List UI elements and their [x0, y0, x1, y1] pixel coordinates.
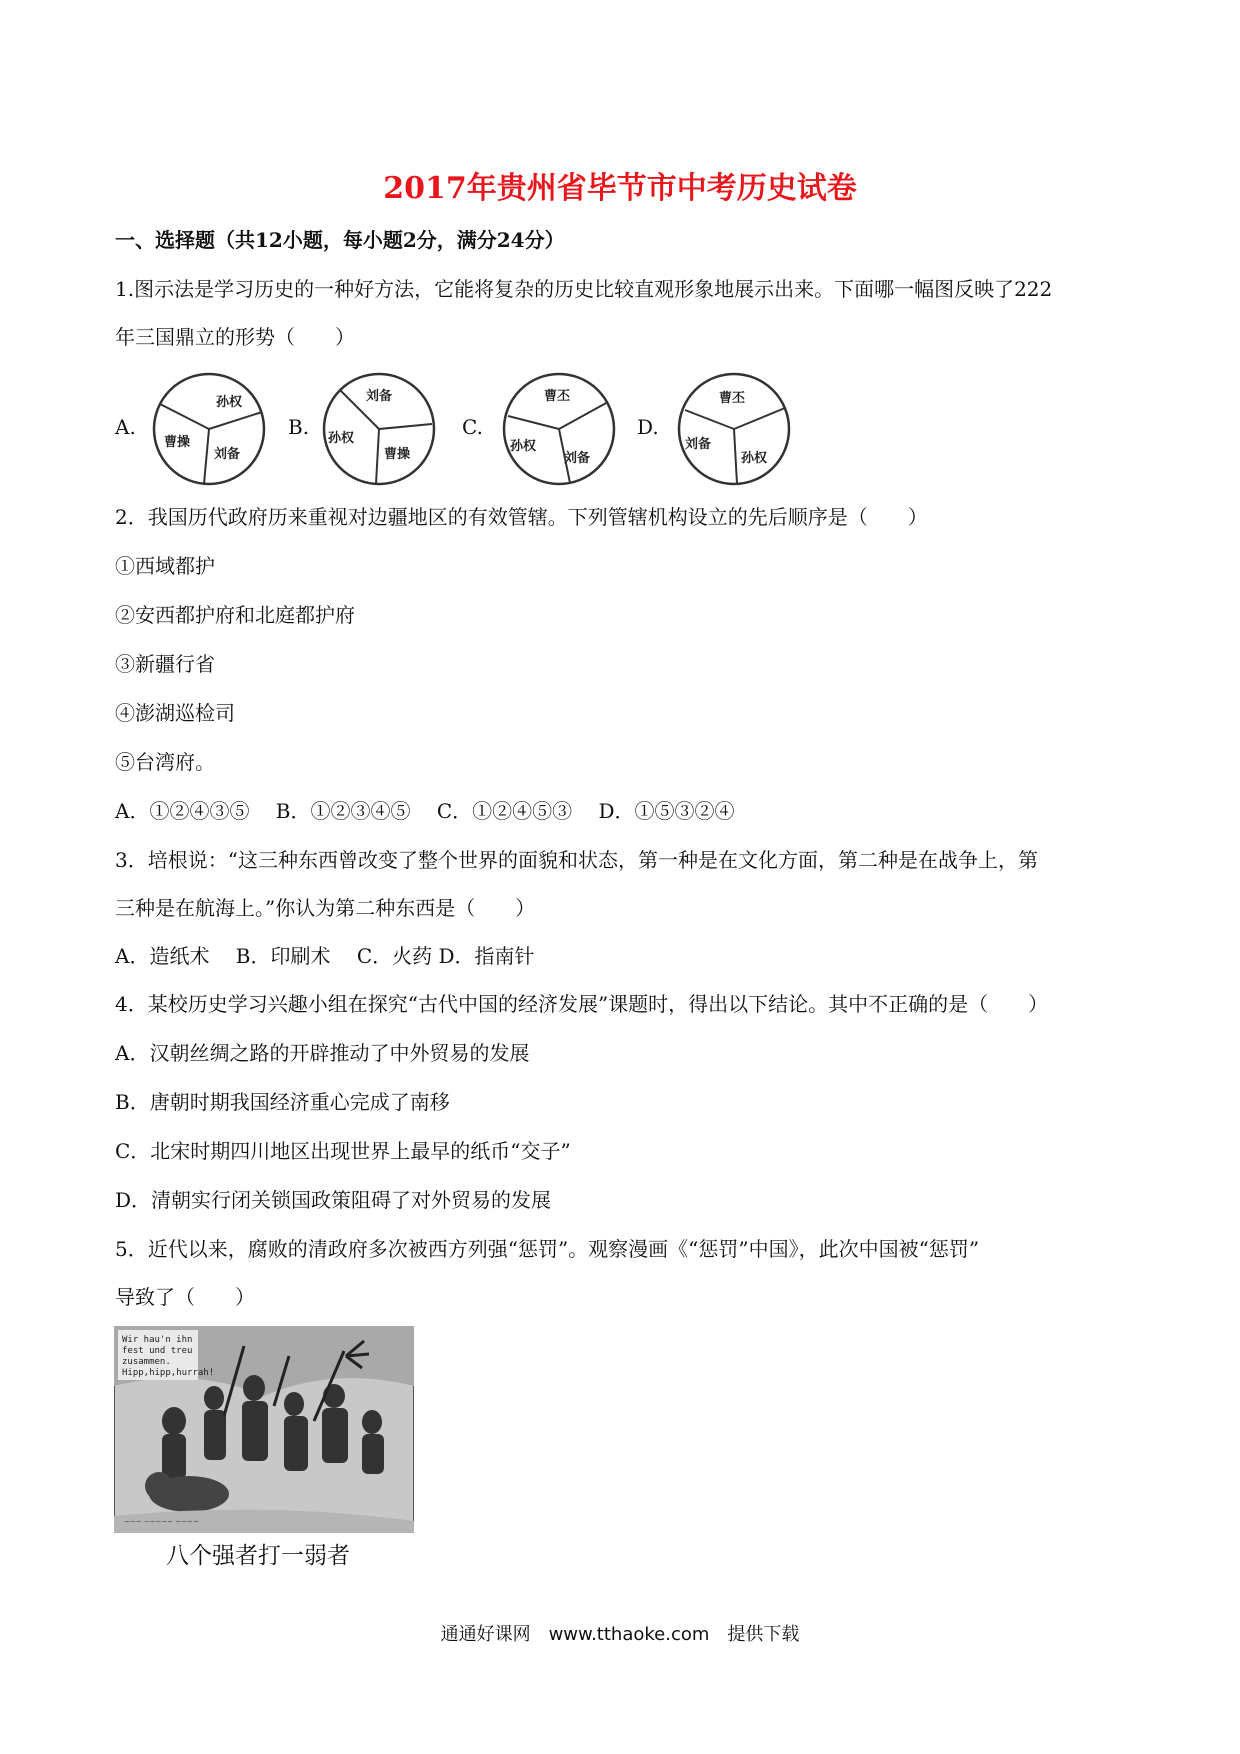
- q1-option-c-diagram: [500, 370, 618, 488]
- punishment-cartoon-image: [114, 1326, 414, 1533]
- q1c-right-label: 刘备: [564, 451, 591, 466]
- question-4-option: D．清朝实行闭关锁国政策阻碍了对外贸易的发展: [115, 1188, 552, 1212]
- section-heading: 一、选择题（共12小题，每小题2分，满分24分）: [115, 228, 565, 252]
- q1d-top-label: 曹丕: [719, 391, 746, 406]
- q1-option-d-label: D.: [637, 415, 659, 439]
- q1a-left-label: 曹操: [164, 435, 191, 450]
- question-2-options: A．①②④③⑤ B．①②③④⑤ C．①②④⑤③ D．①⑤③②④: [115, 799, 735, 823]
- q1c-left-label: 孙权: [510, 439, 537, 454]
- question-2-item: ④澎湖巡检司: [115, 701, 235, 725]
- cartoon-caption: 八个强者打一弱者: [166, 1543, 350, 1569]
- question-3-line-2: 三种是在航海上。”你认为第二种东西是（ ）: [115, 896, 536, 920]
- question-3-line-1: 3．培根说：“这三种东西曾改变了整个世界的面貌和状态，第一种是在文化方面，第二种是在战争上，第: [115, 848, 1038, 872]
- q1-option-b-label: B.: [288, 415, 310, 439]
- q1d-left-label: 刘备: [685, 437, 712, 452]
- q1c-top-label: 曹丕: [544, 389, 571, 404]
- question-2-item: ⑤台湾府。: [115, 750, 215, 774]
- q1d-right-label: 孙权: [741, 451, 768, 466]
- question-2-item: ③新疆行省: [115, 652, 215, 676]
- svg-text:~~~ ~~~~~ ~~~~: ~~~ ~~~~~ ~~~~: [124, 1518, 199, 1526]
- q1-option-a-label: A.: [115, 415, 136, 439]
- page-footer: 通通好课网 www.tthaoke.com 提供下载: [440, 1624, 800, 1645]
- q1-option-a-diagram: [150, 370, 268, 488]
- question-1-line-2: 年三国鼎立的形势（ ）: [115, 325, 355, 349]
- q1b-right-label: 曹操: [384, 447, 411, 462]
- q1a-top-label: 孙权: [216, 395, 243, 410]
- question-4-stem: 4．某校历史学习兴趣小组在探究“古代中国的经济发展”课题时，得出以下结论。其中不正确的是（ ）: [115, 992, 1049, 1016]
- q1-option-d-diagram: [675, 370, 793, 488]
- question-5-line-2: 导致了（ ）: [115, 1285, 255, 1309]
- question-4-option: A．汉朝丝绸之路的开辟推动了中外贸易的发展: [115, 1041, 530, 1065]
- question-4-option: C．北宋时期四川地区出现世界上最早的纸币“交子”: [115, 1139, 571, 1163]
- question-2-stem: 2．我国历代政府历来重视对边疆地区的有效管辖。下列管辖机构设立的先后顺序是（ ）: [115, 505, 928, 529]
- exam-title: 2017年贵州省毕节市中考历史试卷: [383, 171, 857, 206]
- question-1-line-1: 1.图示法是学习历史的一种好方法，它能将复杂的历史比较直观形象地展示出来。下面哪一幅图反映了222: [115, 277, 1053, 301]
- question-4-option: B．唐朝时期我国经济重心完成了南移: [115, 1090, 450, 1114]
- question-2-item: ②安西都护府和北庭都护府: [115, 603, 355, 627]
- question-3-options: A．造纸术 B．印刷术 C．火药 D．指南针: [115, 944, 535, 968]
- q1b-left-label: 孙权: [328, 431, 355, 446]
- question-2-item: ①西域都护: [115, 554, 215, 578]
- q1a-right-label: 刘备: [214, 447, 241, 462]
- question-5-line-1: 5．近代以来，腐败的清政府多次被西方列强“惩罚”。观察漫画《“惩罚”中国》，此次中国被“惩罚”: [115, 1237, 980, 1261]
- q1-option-c-label: C.: [462, 415, 483, 439]
- cartoon-speech-text: Wir hau'n ihn fest und treu zusammen. Hipp,hipp,hurrah!: [122, 1335, 215, 1378]
- q1b-top-label: 刘备: [366, 389, 393, 404]
- q1-option-b-diagram: [320, 370, 438, 488]
